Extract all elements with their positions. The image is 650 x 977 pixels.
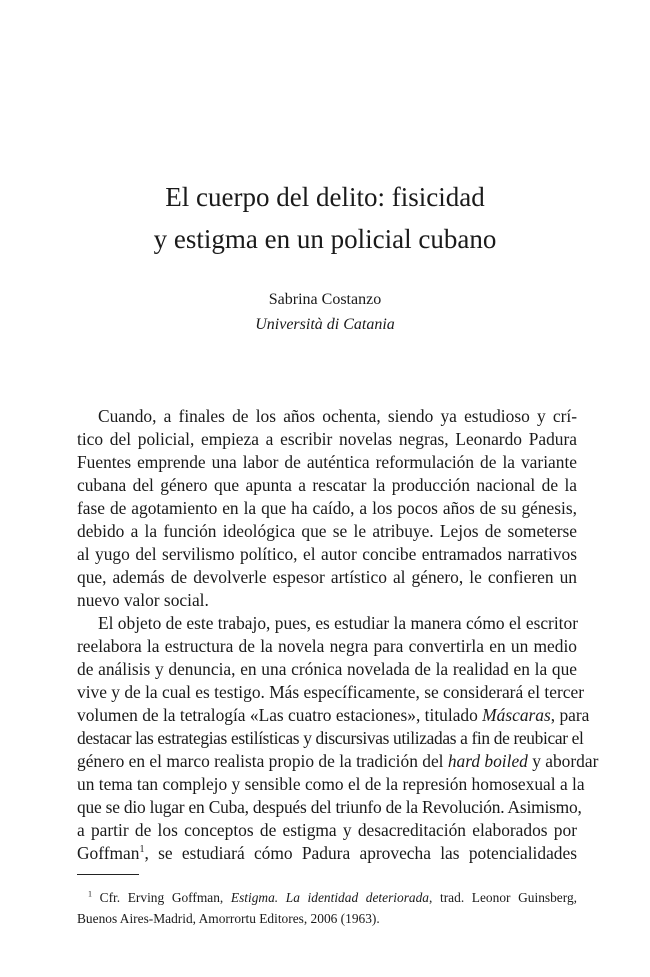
body-line: que se dio lugar en Cuba, después del triunfo de la Revolución. Asimismo, [77, 797, 582, 817]
body-line: debido a la función ideológica que se le atribuye. Lejos de someterse [77, 521, 577, 541]
body-line: cubana del género que apunta a rescatar la producción nacional de la [77, 475, 577, 495]
body-text: , para [550, 705, 590, 725]
body-line [77, 750, 599, 772]
author-affiliation: Università di Catania [255, 316, 395, 333]
body-line: fase de agotamiento en la que ha caído, a los pocos años de su génesis, [77, 498, 577, 518]
body-line: al yugo del servilismo político, el autor concibe entramados narrativos [77, 544, 577, 564]
article-title-line-1: El cuerpo del delito: fisicidad [165, 182, 485, 212]
footnote-reference[interactable]: 1 [139, 844, 145, 856]
body-line: El objeto de este trabajo, pues, es estudiar la manera cómo el escritor [98, 613, 578, 633]
body-text: género en el marco realista propio de la tradición del [77, 751, 448, 771]
body-line: reelabora la estructura de la novela negra para convertirla en un medio [77, 636, 577, 656]
body-text: y abordar [527, 751, 599, 771]
body-text: Goffman [77, 843, 140, 863]
footnote-separator [77, 874, 139, 875]
footnote-book-title: Estigma. La identidad deteriorada [230, 890, 430, 905]
body-line: destacar las estrategias estilísticas y discursivas utilizadas a fin de reubicar el [77, 728, 584, 748]
body-line: a partir de los conceptos de estigma y desacreditación elaborados por [77, 820, 577, 840]
footnote-text: , trad. Leonor Guinsberg, [429, 890, 577, 905]
body-text: , se estudiará cómo Padura aprovecha las potencialidades [144, 843, 577, 863]
body-line: Cuando, a finales de los años ochenta, siendo ya estudioso y crí- [98, 406, 577, 426]
footnote-marker: 1 [88, 889, 92, 899]
footnote-text: Cfr. Erving Goffman, [92, 890, 231, 905]
body-text: volumen de la tetralogía «Las cuatro estaciones», titulado [77, 705, 483, 725]
book-title-italic: Máscaras [482, 705, 551, 725]
body-line: tico del policial, empieza a escribir novelas negras, Leonardo Padura [77, 429, 577, 449]
body-line: de análisis y denuncia, en una crónica novelada de la realidad en la que [77, 659, 577, 679]
footnote-line: Buenos Aires-Madrid, Amorrortu Editores, 2006 (1963). [77, 911, 380, 926]
footnote-line [88, 888, 577, 908]
body-line: vive y de la cual es testigo. Más específicamente, se considerará el tercer [77, 682, 584, 702]
body-line: que, además de devolverle espesor artístico al género, le confieren un [77, 567, 577, 587]
body-line: un tema tan complejo y sensible como el de la represión homosexual a la [77, 774, 585, 794]
body-line [77, 704, 590, 726]
author-name: Sabrina Costanzo [268, 291, 382, 308]
body-line [77, 842, 577, 864]
article-title-line-2: y estigma en un policial cubano [153, 224, 497, 254]
body-line: Fuentes emprende una labor de auténtica reformulación de la variante [77, 452, 577, 472]
body-line: nuevo valor social. [77, 590, 209, 610]
genre-term-italic: hard boiled [447, 751, 528, 771]
